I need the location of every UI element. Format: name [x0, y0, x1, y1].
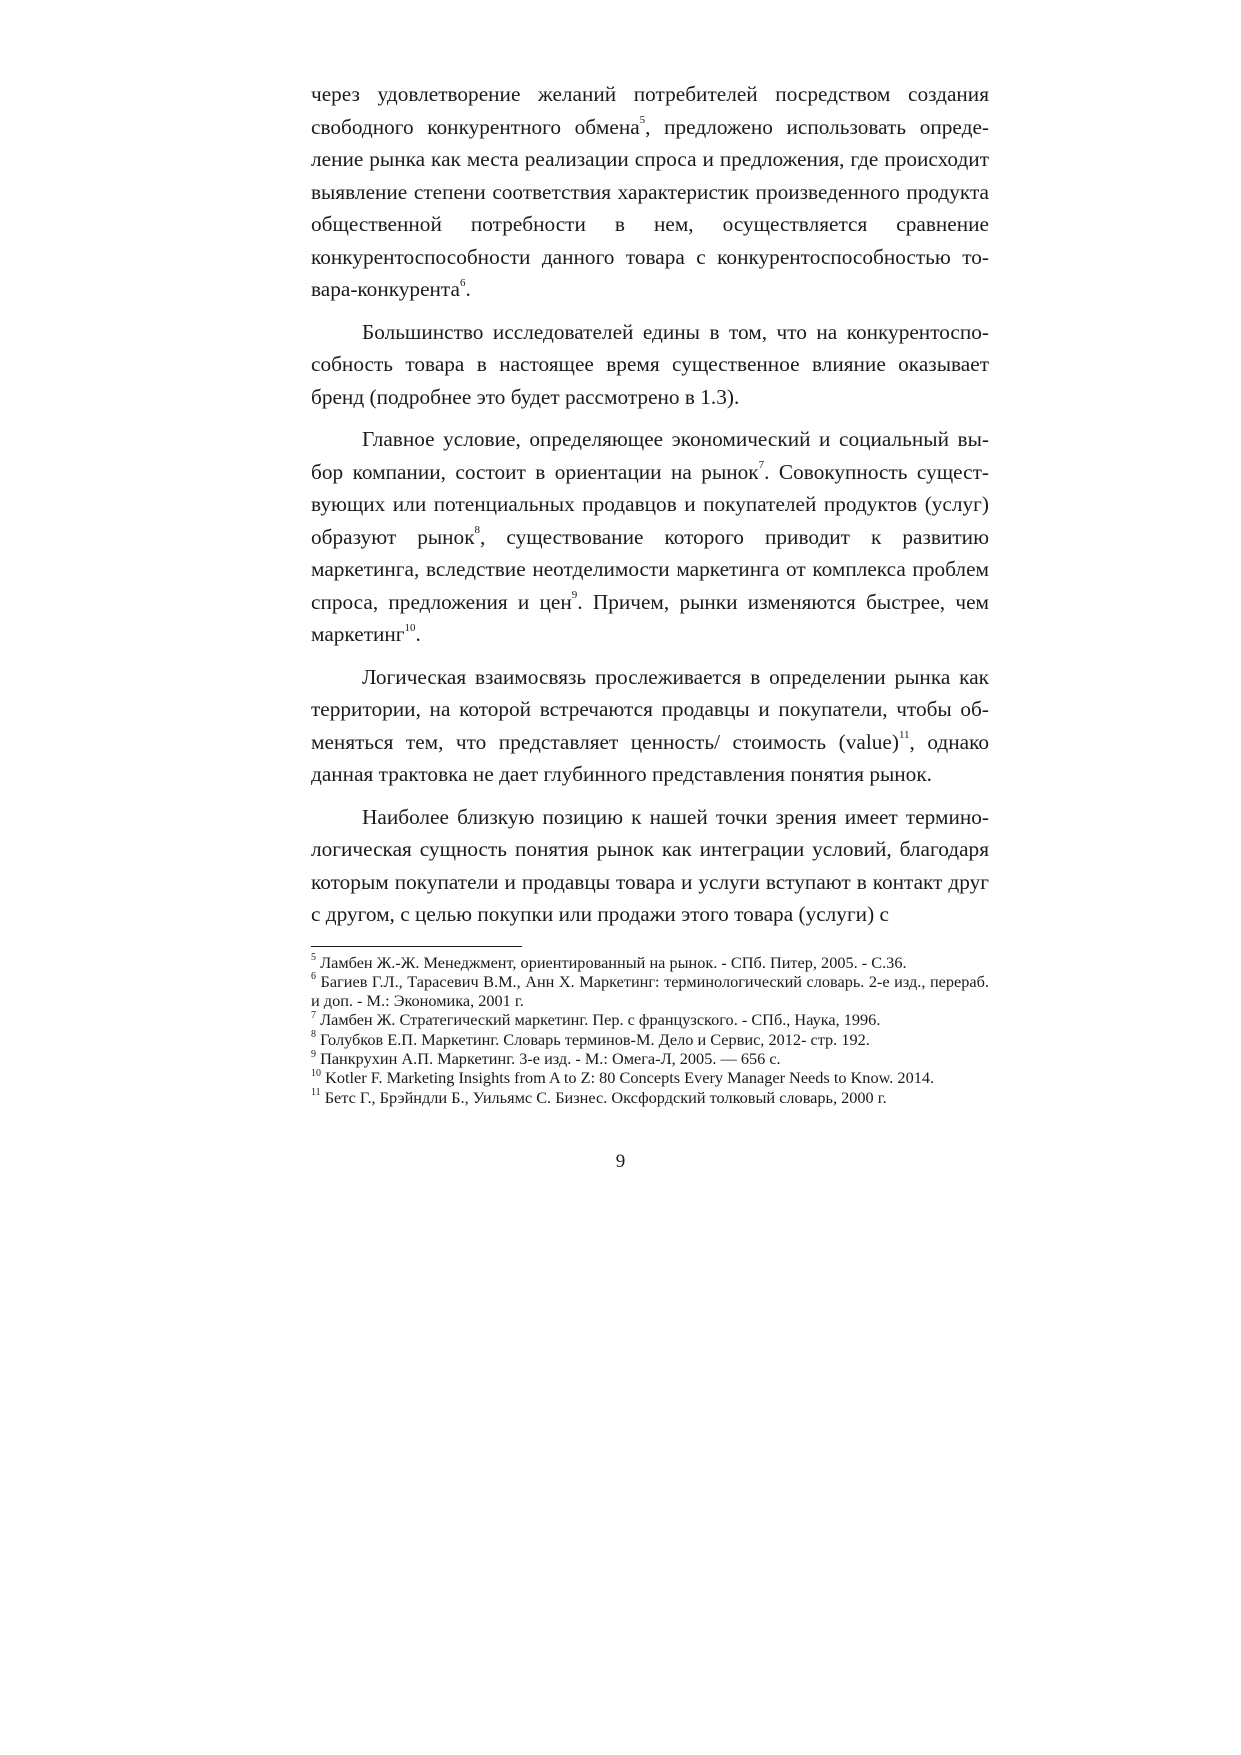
footnote-number: 5 [311, 952, 316, 964]
footnote-text: Бетс Г., Брэйндли Б., Уильямс С. Бизнес. Оксфордский толковый словарь, 2000 г. [320, 1087, 887, 1107]
footnote-number: 11 [311, 1087, 321, 1099]
footnote-11 [311, 1088, 989, 1107]
footnote-number: 7 [311, 1009, 316, 1021]
page-number: 9 [615, 1151, 626, 1172]
footnote-ref-5[interactable]: 5 [639, 114, 646, 127]
paragraph-1-text-a: через удовлетворение желаний потребителей посредством создания свободного конкурентного обмена [311, 82, 989, 139]
paragraph-4 [311, 661, 989, 791]
footnote-text: Kotler F. Marketing Insights from A to Z: 80 Concepts Every Manager Needs to Know. 2014. [321, 1068, 935, 1088]
paragraph-5-text: Наиболее близкую позицию к нашей точки зрения имеет терминологическая сущность понятия рынок как интеграции условий, благодаря которым покупатели и продавцы товара и услуги вступают в контакт друг с другом, с целью покупки или продажи этого товара (услуги) с [311, 804, 989, 926]
footnote-7 [311, 1010, 989, 1029]
paragraph-2 [311, 316, 989, 414]
paragraph-3-text-a: Главное условие, определяющее экономический и социальный выбор компании, состоит в ориентации на рынок [311, 427, 989, 484]
footnote-ref-8[interactable]: 8 [474, 524, 481, 537]
paragraph-4-text-b: , однако данная трактовка не дает глубинного представления понятия рынок. [311, 729, 989, 786]
footnote-5 [311, 953, 989, 972]
footnote-text: Ламбен Ж. Стратегический маркетинг. Пер. с французского. - СПб., Наука, 1996. [316, 1010, 881, 1030]
footnote-number: 8 [311, 1029, 316, 1041]
footnote-text: Багиев Г.Л., Тарасевич В.М., Анн Х. Маркетинг: терминологический словарь. 2-е изд., перераб. и доп. - М.: Экономика, 2001 г. [311, 971, 989, 1011]
footnote-ref-10[interactable]: 10 [404, 621, 416, 634]
footnote-10 [311, 1068, 989, 1087]
body-text [311, 78, 989, 931]
footnote-separator [311, 946, 522, 947]
footnote-number: 6 [311, 971, 316, 983]
paragraph-3-text-d: . Причем, рынки изменяются быстрее, чем маркетинг [311, 589, 989, 646]
paragraph-1-text-c: . [465, 277, 471, 301]
paragraph-3-text-b: . Совокупность существующих или потенциальных продавцов и покупателей продуктов (услуг) образуют рынок [311, 459, 989, 549]
paragraph-3-text-c: , существование которого приводит к развитию маркетинга, вследствие неотделимости маркетинга от комплекса проблем спроса, предложения и цен [311, 524, 989, 614]
footnote-number: 10 [311, 1067, 321, 1079]
footnote-text: Голубков Е.П. Маркетинг. Словарь терминов-М. Дело и Сервис, 2012- стр. 192. [316, 1029, 870, 1049]
footnote-ref-9[interactable]: 9 [571, 589, 578, 602]
footnote-text: Панкрухин А.П. Маркетинг. 3-е изд. - М.: Омега-Л, 2005. — 656 с. [316, 1048, 781, 1068]
footnote-8 [311, 1030, 989, 1049]
footnote-ref-7[interactable]: 7 [758, 459, 765, 472]
footnote-number: 9 [311, 1048, 316, 1060]
paragraph-4-text-a: Логическая взаимосвязь прослеживается в определении рынка как территории, на которой встречаются продавцы и покупатели, чтобы обменяться тем, что представляет ценность/ стоимость (value) [311, 664, 989, 754]
page-content [311, 78, 989, 1107]
paragraph-3-text-e: . [415, 622, 421, 646]
paragraph-1-text-b: , предложено использовать определение рынка как места реализации спроса и предложения, где происходит выявление степени соответствия характеристик произведенного продукта общественной потребности в нем, осуществляется сравнение конкурентоспособности данного товара с конкурентоспособностью товара-конкурента [311, 114, 989, 301]
footnote-text: Ламбен Ж.-Ж. Менеджмент, ориентированный на рынок. - СПб. Питер, 2005. - С.36. [316, 952, 907, 972]
footnotes [311, 953, 989, 1107]
paragraph-2-text: Большинство исследователей едины в том, что на конкурентоспособность товара в настоящее время существенное влияние оказывает бренд (подробнее это будет рассмотрено в 1.3). [311, 319, 989, 409]
paragraph-5 [311, 801, 989, 931]
footnote-9 [311, 1049, 989, 1068]
footnote-ref-6[interactable]: 6 [459, 276, 466, 289]
footnote-6 [311, 972, 989, 1011]
paragraph-3 [311, 423, 989, 651]
paragraph-1 [311, 78, 989, 306]
footnote-ref-11[interactable]: 11 [898, 729, 910, 742]
